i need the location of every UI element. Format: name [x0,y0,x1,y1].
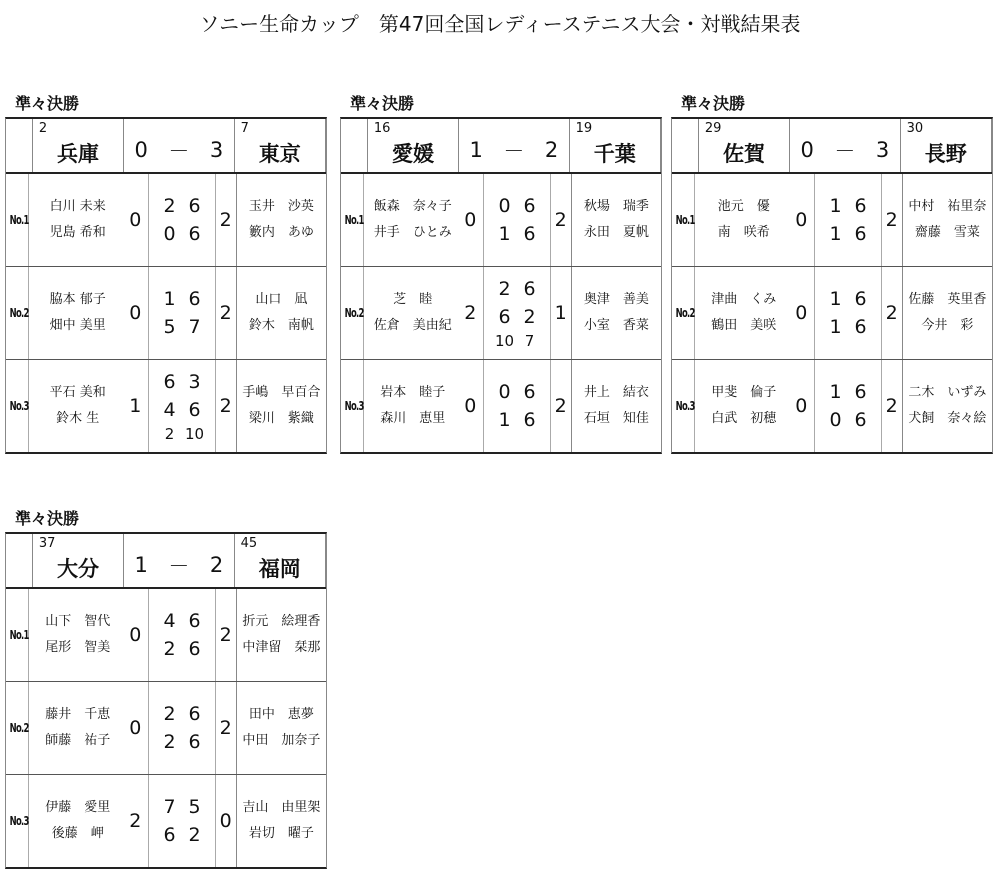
games-left: 1 [498,409,511,431]
match-number: No.3 [676,360,695,452]
game-scores [483,360,551,452]
team-left [33,119,124,172]
games-left: 0 [829,409,842,431]
results-table [5,532,327,869]
score-right: 2 [544,137,559,162]
player-name: 小室 香菜 [583,318,649,333]
right-players [237,267,326,359]
match-number: No.1 [10,589,29,681]
game-scores [148,174,216,266]
match-number: No.2 [10,682,29,774]
player-name: 井手 ひとみ [373,225,452,240]
left-sets-won: 2 [464,302,477,324]
games-left: 4 [163,399,176,421]
right-players [572,174,661,266]
player-name: 南 咲希 [717,225,770,240]
game-scores [148,682,216,774]
game-scores [814,174,882,266]
games-right: 6 [523,195,536,217]
left-players [699,267,788,359]
left-sets-won: 0 [464,209,477,231]
header-spacer [6,534,33,587]
games-left: 7 [163,796,176,818]
right-sets-won: 2 [882,267,903,359]
game-scores [483,267,551,359]
match-block [5,94,327,454]
left-players [699,174,788,266]
games-left: 6 [163,824,176,846]
games-left: 6 [498,306,511,328]
match-number: No.2 [676,267,695,359]
score-left: 0 [134,137,148,162]
score-left: 0 [800,137,814,162]
game-scores [148,360,216,452]
right-players [572,360,661,452]
table-row [6,775,326,867]
right-sets-won: 2 [551,360,572,452]
games-right: 5 [188,796,201,818]
set-score [823,192,873,220]
games-right: 6 [188,223,201,245]
player-name: 尾形 智美 [45,640,111,655]
left-sets-won: 0 [129,624,142,646]
round-label: 準々決勝 [15,94,80,113]
team-score [124,534,234,587]
left-sets-won: 0 [795,395,808,417]
set-score [157,220,207,248]
match-number: No.3 [10,360,29,452]
games-left: 2 [163,638,176,660]
player-name: 齋藤 雪菜 [914,225,980,240]
games-right: 6 [854,409,867,431]
left-sets-won: 0 [129,302,142,324]
games-right: 6 [188,288,201,310]
score-left: 1 [134,552,148,577]
game-scores [814,267,882,359]
right-players [237,682,326,774]
player-name: 甲斐 倫子 [711,385,777,400]
team-name: 兵庫 [57,142,100,166]
games-left: 1 [829,195,842,217]
table-row [341,360,661,452]
match-number: No.1 [345,174,364,266]
set-score [157,396,207,424]
team-left [368,119,459,172]
games-left: 6 [163,371,176,393]
player-name: 井上 結衣 [583,385,649,400]
set-score [492,331,542,351]
table-row [672,267,992,360]
set-score [492,220,542,248]
games-left: 0 [163,223,176,245]
table-header [6,119,326,174]
left-players [368,267,457,359]
left-sets-won: 0 [795,209,808,231]
set-score [157,424,207,444]
team-number: 19 [575,121,593,136]
games-right: 6 [854,316,867,338]
player-name: 藤井 千恵 [45,707,111,722]
team-name: 東京 [258,142,301,166]
team-number: 29 [704,121,722,136]
team-left [33,534,124,587]
table-header [6,534,326,589]
games-right: 6 [188,638,201,660]
player-name: 津曲 くみ [711,292,777,307]
player-name: 今井 彩 [921,318,974,333]
left-players [33,682,122,774]
match-block [671,94,993,454]
games-right: 2 [523,306,536,328]
player-name: 中村 祐里奈 [908,199,987,214]
right-sets-won: 2 [216,360,237,452]
player-name: 森川 恵里 [380,411,446,426]
player-name: 中津留 栞那 [242,640,321,655]
player-name: 吉山 由里架 [242,800,321,815]
left-players [368,174,457,266]
games-left: 2 [163,731,176,753]
player-name: 犬飼 奈々絵 [908,411,987,426]
left-players [368,360,457,452]
left-sets-won: 0 [795,302,808,324]
match-number: No.2 [10,267,29,359]
game-scores [148,267,216,359]
player-name: 佐藤 英里香 [908,292,987,307]
left-players [33,589,122,681]
table-row [672,174,992,267]
score-dash: － [168,553,190,578]
games-right: 6 [188,195,201,217]
player-name: 秋場 瑞季 [583,199,649,214]
match-number: No.2 [345,267,364,359]
team-name: 大分 [57,557,100,581]
player-name: 師藤 祐子 [45,733,111,748]
player-name: 二木 いずみ [908,385,987,400]
set-score [157,285,207,313]
team-name: 長野 [924,142,967,166]
player-name: 田中 恵夢 [248,707,314,722]
set-score [157,635,207,663]
games-right: 7 [188,316,201,338]
player-name: 籔内 あゆ [248,225,314,240]
player-name: 白川 未来 [49,199,106,214]
right-players [903,360,992,452]
team-number: 37 [38,536,56,551]
player-name: 芝 睦 [393,292,433,307]
player-name: 手嶋 早百合 [242,385,321,400]
set-score [157,821,207,849]
game-scores [148,775,216,867]
player-name: 伊藤 愛里 [45,800,111,815]
games-left: 1 [829,223,842,245]
player-name: 岩本 睦子 [380,385,446,400]
player-name: 鈴木 南帆 [248,318,314,333]
team-number: 30 [906,121,924,136]
right-players [237,360,326,452]
score-left: 1 [469,137,483,162]
header-spacer [341,119,368,172]
set-score [157,192,207,220]
team-number: 2 [38,121,48,136]
right-sets-won: 2 [216,589,237,681]
set-score [492,275,542,303]
left-players [33,267,122,359]
right-players [237,775,326,867]
match-number: No.3 [345,360,364,452]
team-left [699,119,790,172]
right-sets-won: 2 [551,174,572,266]
games-right: 6 [523,409,536,431]
player-name: 折元 絵理香 [242,614,321,629]
game-scores [148,589,216,681]
team-score [459,119,569,172]
games-right: 6 [854,223,867,245]
player-name: 畑中 美里 [49,318,106,333]
games-left: 1 [829,381,842,403]
games-right: 7 [524,332,535,350]
player-name: 池元 優 [717,199,770,214]
team-right [570,119,661,172]
set-score [823,220,873,248]
set-score [823,378,873,406]
round-label: 準々決勝 [350,94,415,113]
right-sets-won: 1 [551,267,572,359]
games-right: 6 [188,731,201,753]
games-left: 2 [498,278,511,300]
round-label: 準々決勝 [681,94,746,113]
set-score [823,313,873,341]
player-name: 児島 希和 [49,225,106,240]
team-name: 千葉 [593,142,636,166]
left-players [33,775,122,867]
right-players [237,589,326,681]
team-number: 7 [240,121,249,136]
player-name: 中田 加奈子 [242,733,321,748]
table-row [6,267,326,360]
team-number: 16 [373,121,391,136]
set-score [492,192,542,220]
player-name: 梁川 紫織 [248,411,314,426]
right-players [572,267,661,359]
games-left: 1 [829,288,842,310]
set-score [823,406,873,434]
games-right: 6 [854,195,867,217]
player-name: 後藤 岬 [51,826,104,841]
set-score [157,368,207,396]
games-left: 1 [498,223,511,245]
player-name: 鈴木 生 [56,411,100,426]
table-row [6,360,326,452]
set-score [157,313,207,341]
team-score [124,119,234,172]
games-right: 3 [188,371,201,393]
team-score [790,119,900,172]
team-name: 佐賀 [723,142,766,166]
left-players [33,360,122,452]
left-sets-won: 0 [129,209,142,231]
left-players [699,360,788,452]
player-name: 飯森 奈々子 [373,199,452,214]
game-scores [483,174,551,266]
games-left: 0 [498,381,511,403]
header-spacer [672,119,699,172]
set-score [492,378,542,406]
right-sets-won: 2 [216,267,237,359]
games-left: 1 [829,316,842,338]
table-row [341,174,661,267]
player-name: 山口 凪 [255,292,308,307]
player-name: 平石 美和 [49,385,106,400]
left-sets-won: 2 [129,810,142,832]
score-right: 2 [209,552,224,577]
right-players [237,174,326,266]
right-sets-won: 2 [216,174,237,266]
player-name: 永田 夏帆 [583,225,649,240]
results-table [671,117,993,454]
games-right: 6 [188,399,201,421]
player-name: 山下 智代 [45,614,111,629]
score-right: 3 [209,137,224,162]
score-right: 3 [875,137,890,162]
table-row [6,174,326,267]
games-left: 1 [163,288,176,310]
page-title: ソニー生命カップ 第47回全国レディーステニス大会・対戦結果表 [199,12,801,36]
games-left: 0 [498,195,511,217]
games-right: 6 [523,278,536,300]
set-score [157,793,207,821]
games-right: 6 [188,610,201,632]
set-score [157,728,207,756]
match-block [5,509,327,869]
team-right [901,119,992,172]
set-score [492,303,542,331]
games-left: 4 [163,610,176,632]
right-sets-won: 2 [882,174,903,266]
games-left: 2 [163,703,176,725]
games-right: 6 [188,703,201,725]
player-name: 鶴田 美咲 [711,318,777,333]
games-right: 6 [854,381,867,403]
player-name: 奥津 善美 [583,292,649,307]
games-left: 10 [494,332,515,350]
games-left: 2 [163,195,176,217]
table-row [6,682,326,775]
games-right: 2 [188,824,201,846]
player-name: 脇本 郁子 [49,292,106,307]
player-name: 白武 初穂 [711,411,777,426]
right-sets-won: 2 [216,682,237,774]
match-number: No.1 [10,174,29,266]
team-number: 45 [240,536,258,551]
left-players [33,174,122,266]
score-dash: － [168,138,190,163]
table-header [672,119,992,174]
match-block [340,94,662,454]
games-right: 10 [184,425,205,443]
score-dash: － [503,138,525,163]
table-row [672,360,992,452]
set-score [157,607,207,635]
score-dash: － [834,138,856,163]
table-row [6,589,326,682]
round-label: 準々決勝 [15,509,80,528]
match-number: No.1 [676,174,695,266]
left-sets-won: 0 [129,717,142,739]
match-number: No.3 [10,775,29,867]
games-left: 5 [163,316,176,338]
player-name: 佐倉 美由紀 [373,318,452,333]
right-sets-won: 0 [216,775,237,867]
team-name: 愛媛 [392,142,435,166]
games-right: 6 [523,223,536,245]
game-scores [814,360,882,452]
games-left: 2 [164,425,175,443]
team-right [235,534,326,587]
player-name: 岩切 曜子 [248,826,314,841]
team-right [235,119,326,172]
games-right: 6 [523,381,536,403]
right-sets-won: 2 [882,360,903,452]
player-name: 石垣 知佳 [583,411,649,426]
set-score [492,406,542,434]
team-name: 福岡 [258,557,301,581]
player-name: 玉井 沙英 [248,199,314,214]
set-score [823,285,873,313]
left-sets-won: 1 [129,395,142,417]
table-row [341,267,661,360]
table-header [341,119,661,174]
right-players [903,174,992,266]
games-right: 6 [854,288,867,310]
header-spacer [6,119,33,172]
right-players [903,267,992,359]
results-table [5,117,327,454]
results-table [340,117,662,454]
left-sets-won: 0 [464,395,477,417]
set-score [157,700,207,728]
